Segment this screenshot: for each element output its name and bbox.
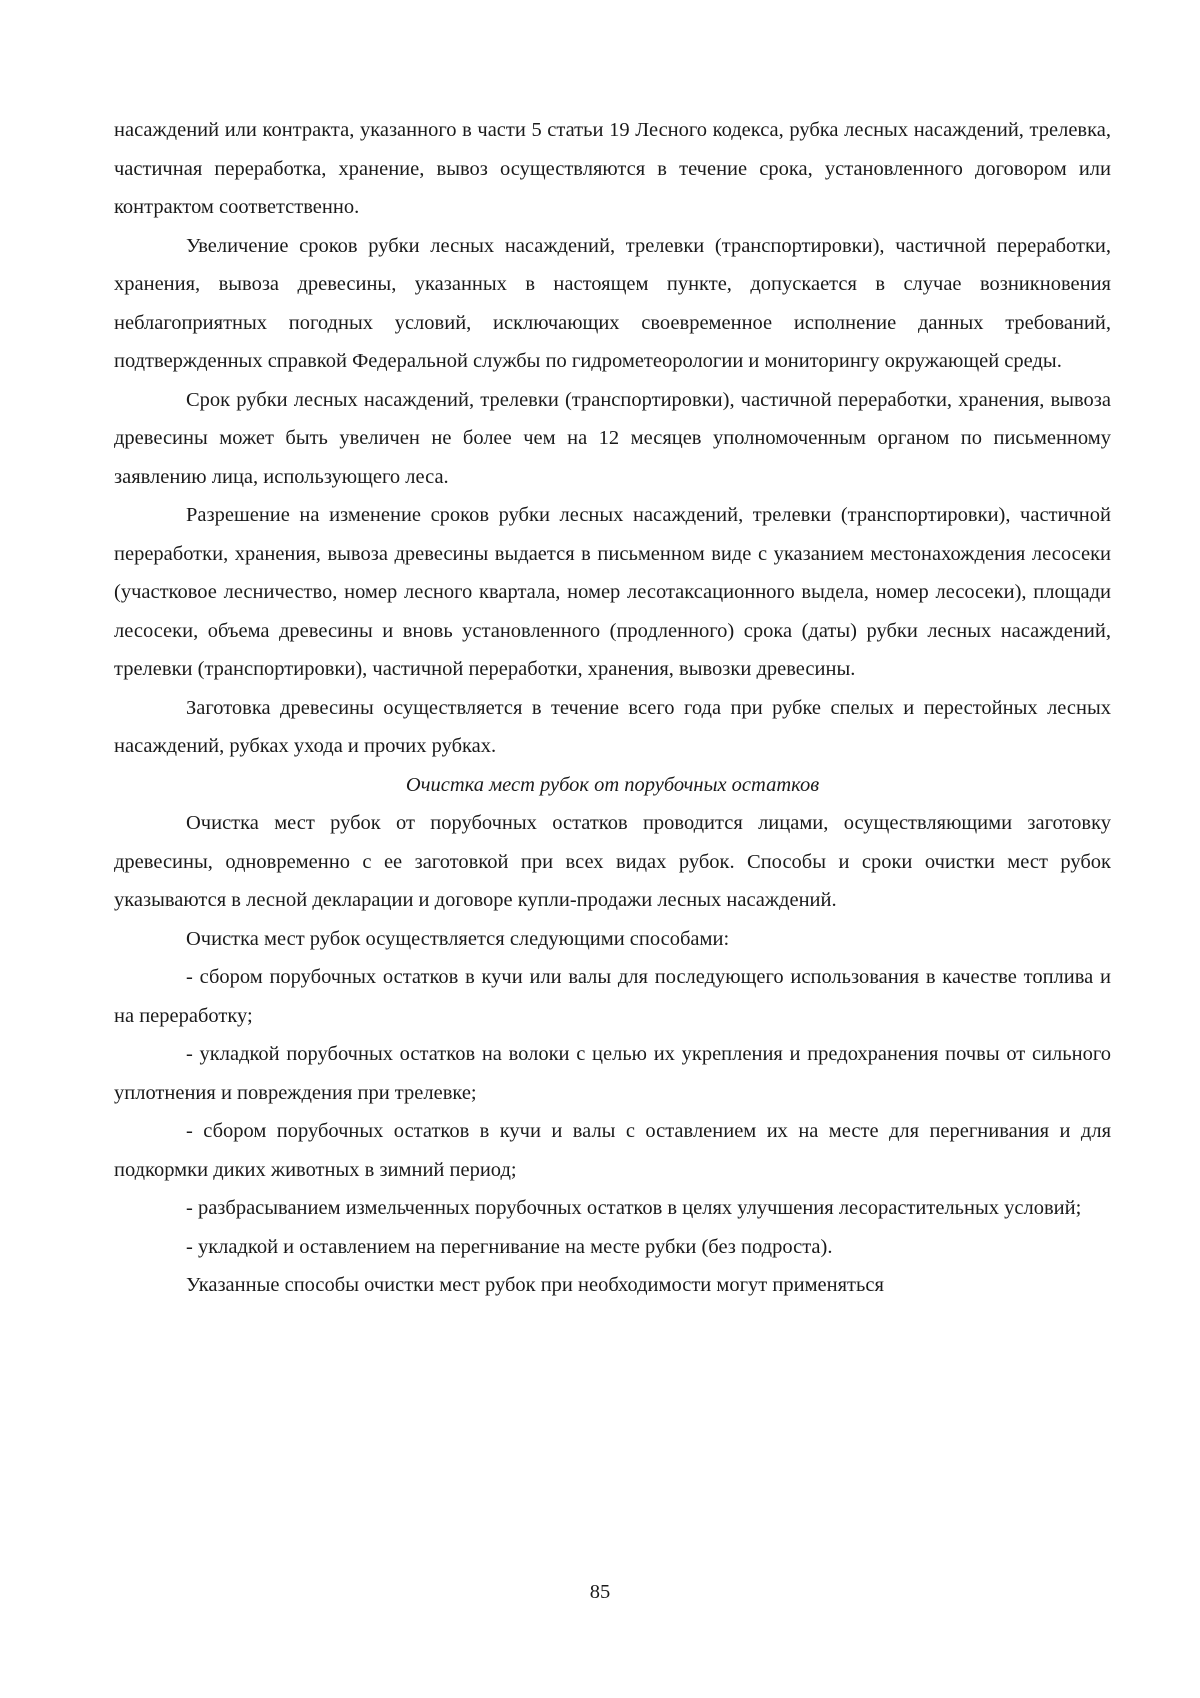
list-item: - укладкой и оставлением на перегнивание на месте рубки (без подроста). bbox=[186, 1235, 833, 1258]
paragraph: Очистка мест рубок от порубочных остатков проводится лицами, осуществляющими заготовку древесины, одновременно с ее заготовкой при всех видах рубок. Способы и сроки очистки мест рубок указываются в лесной декларации и договоре купли-продажи лесных насаждений. bbox=[114, 812, 1111, 911]
section-heading: Очистка мест рубок от порубочных остатков bbox=[405, 773, 820, 796]
list-item: - сбором порубочных остатков в кучи или валы для последующего использования в качестве топлива и на переработку; bbox=[114, 966, 1111, 1027]
paragraph: Увеличение сроков рубки лесных насаждений, трелевки (транспортировки), частичной переработки, хранения, вывоза древесины, указанных в настоящем пункте, допускается в случае возникновения неблагоприятных погодных условий, исключающих своевременное исполнение данных требований, подтвержденных справкой Федеральной службы по гидрометеорологии и мониторингу окружающей среды. bbox=[114, 234, 1111, 372]
paragraph: Очистка мест рубок осуществляется следующими способами: bbox=[186, 927, 730, 950]
page-number: 85 bbox=[589, 1581, 611, 1603]
list-item: - укладкой порубочных остатков на волоки с целью их укрепления и предохранения почвы от сильного уплотнения и повреждения при трелевке; bbox=[114, 1043, 1111, 1104]
body-text bbox=[114, 111, 1111, 1305]
list-item: - сбором порубочных остатков в кучи и валы с оставлением их на месте для перегнивания и для подкормки диких животных в зимний период; bbox=[114, 1120, 1111, 1181]
paragraph: Заготовка древесины осуществляется в течение всего года при рубке спелых и перестойных лесных насаждений, рубках ухода и прочих рубках. bbox=[114, 696, 1111, 757]
paragraph: Разрешение на изменение сроков рубки лесных насаждений, трелевки (транспортировки), частичной переработки, хранения, вывоза древесины выдается в письменном виде с указанием местонахождения лесосеки (участковое лесничество, номер лесного квартала, номер лесотаксационного выдела, номер лесосеки), площади лесосеки, объема древесины и вновь установленного (продленного) срока (даты) рубки лесных насаждений, трелевки (транспортировки), частичной переработки, хранения, вывозки древесины. bbox=[114, 504, 1111, 680]
list-item: - разбрасыванием измельченных порубочных остатков в целях улучшения лесорастительных условий; bbox=[186, 1197, 1082, 1219]
paragraph: насаждений или контракта, указанного в части 5 статьи 19 Лесного кодекса, рубка лесных насаждений, трелевка, частичная переработка, хранение, вывоз осуществляются в течение срока, установленного договором или контрактом соответственно. bbox=[114, 119, 1111, 218]
paragraph: Указанные способы очистки мест рубок при необходимости могут применяться bbox=[186, 1274, 884, 1296]
paragraph: Срок рубки лесных насаждений, трелевки (транспортировки), частичной переработки, хранения, вывоза древесины может быть увеличен не более чем на 12 месяцев уполномоченным органом по письменному заявлению лица, использующего леса. bbox=[114, 388, 1111, 488]
